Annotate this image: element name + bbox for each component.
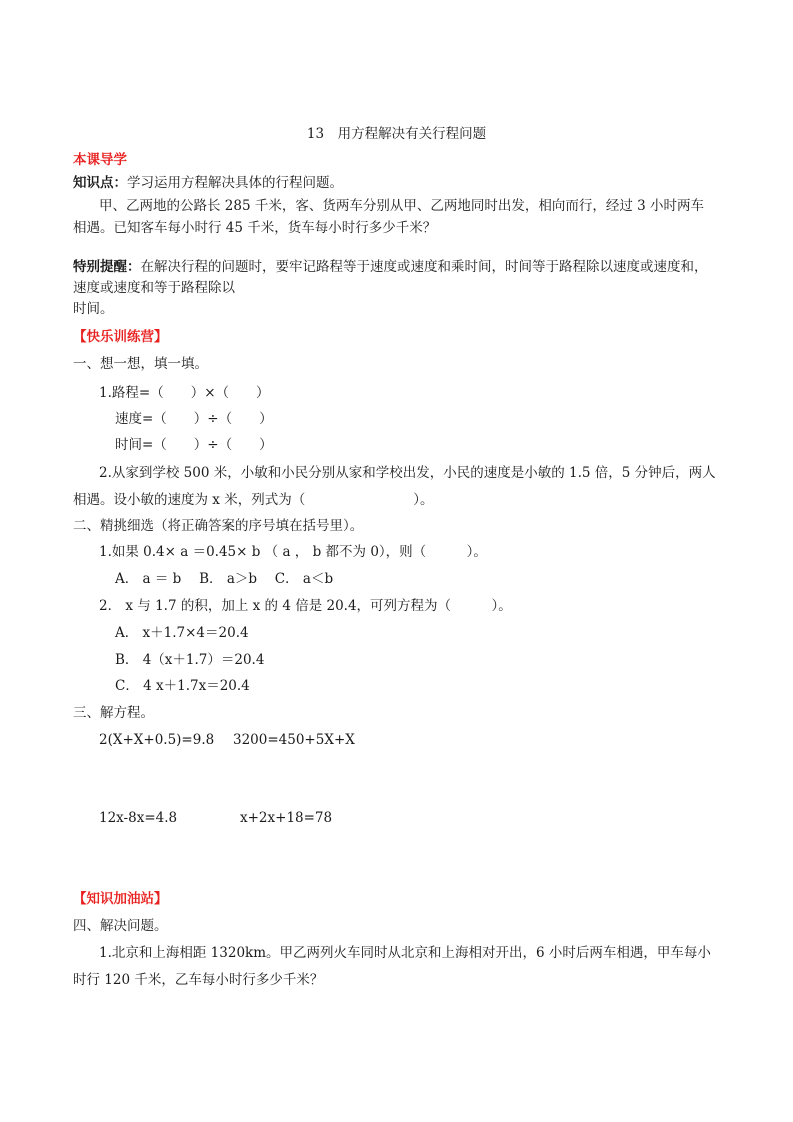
part1-q2-line1: 2.从家到学校 500 米，小敏和小民分别从家和学校出发，小民的速度是小敏的 1.5 倍，5 分钟后，两人	[99, 465, 716, 481]
page-title: 13 用方程解决有关行程问题	[306, 126, 487, 142]
part4-q1-line1: 1.北京和上海相距 1320km。甲乙两列火车同时从北京和上海相对开出，6 小时后两车相遇，甲车每小	[99, 945, 711, 961]
reminder-line-1	[73, 258, 708, 276]
equation-4: x+2x+18=78	[240, 810, 333, 826]
part1-q1-line2: 速度=（ ）÷（ ）	[115, 411, 273, 427]
part2-q2-option-b: B． 4（x＋1.7）＝20.4	[115, 652, 265, 668]
part2-q1: 1.如果 0.4× a ＝0.45× b （ a ， b 都不为 0），则（ ）。	[99, 544, 487, 560]
equation-1: 2(X+X+0.5)=9.8	[99, 732, 215, 748]
part4-title: 四、解决问题。	[73, 918, 168, 934]
part2-q2-option-a: A． x＋1.7×4＝20.4	[115, 625, 249, 641]
knowledge-label: 知识点：	[73, 175, 127, 191]
reminder-line-2: 速度或速度和等于路程除以	[73, 280, 235, 296]
reminder-line-3: 时间。	[73, 301, 114, 317]
part2-title: 二、精挑细选（将正确答案的序号填在括号里）。	[73, 518, 364, 534]
part1-q1-line3: 时间=（ ）÷（ ）	[115, 437, 273, 453]
equation-2: 3200=450+5X+X	[233, 732, 355, 748]
knowledge-text: 学习运用方程解决具体的行程问题。	[127, 175, 343, 191]
part4-q1-line2: 时行 120 千米，乙车每小时行多少千米？	[73, 972, 324, 988]
example-line-2: 相遇。已知客车每小时行 45 千米，货车每小时行多少千米？	[73, 220, 437, 236]
part2-q2: 2． x 与 1.7 的积，加上 x 的 4 倍是 20.4，可列方程为（ ）。	[99, 598, 512, 614]
reminder-label: 特别提醒：	[73, 259, 141, 275]
part2-q2-option-c: C． 4 x＋1.7x＝20.4	[115, 678, 250, 694]
reminder-text: 在解决行程的问题时，要牢记路程等于速度或速度和乘时间，时间等于路程除以速度或速度和，	[140, 259, 708, 275]
part2-q1-options: A． a ＝ b B． a＞b C． a＜b	[115, 571, 334, 587]
intro-heading: 本课导学	[73, 152, 127, 168]
extra-heading: 【知识加油站】	[73, 891, 168, 907]
part1-q1-line1: 1.路程=（ ）×（ ）	[99, 385, 270, 401]
part3-title: 三、解方程。	[73, 705, 154, 721]
practice-heading: 【快乐训练营】	[73, 329, 168, 345]
part1-q2-line2: 相遇。设小敏的速度为 x 米，列式为（ ）。	[73, 492, 434, 508]
equation-3: 12x-8x=4.8	[99, 810, 178, 826]
knowledge-point	[73, 174, 343, 192]
example-line-1: 甲、乙两地的公路长 285 千米，客、货两车分别从甲、乙两地同时出发，相向而行，经过 3 小时两车	[99, 198, 705, 214]
part1-title: 一、想一想，填一填。	[73, 356, 208, 372]
